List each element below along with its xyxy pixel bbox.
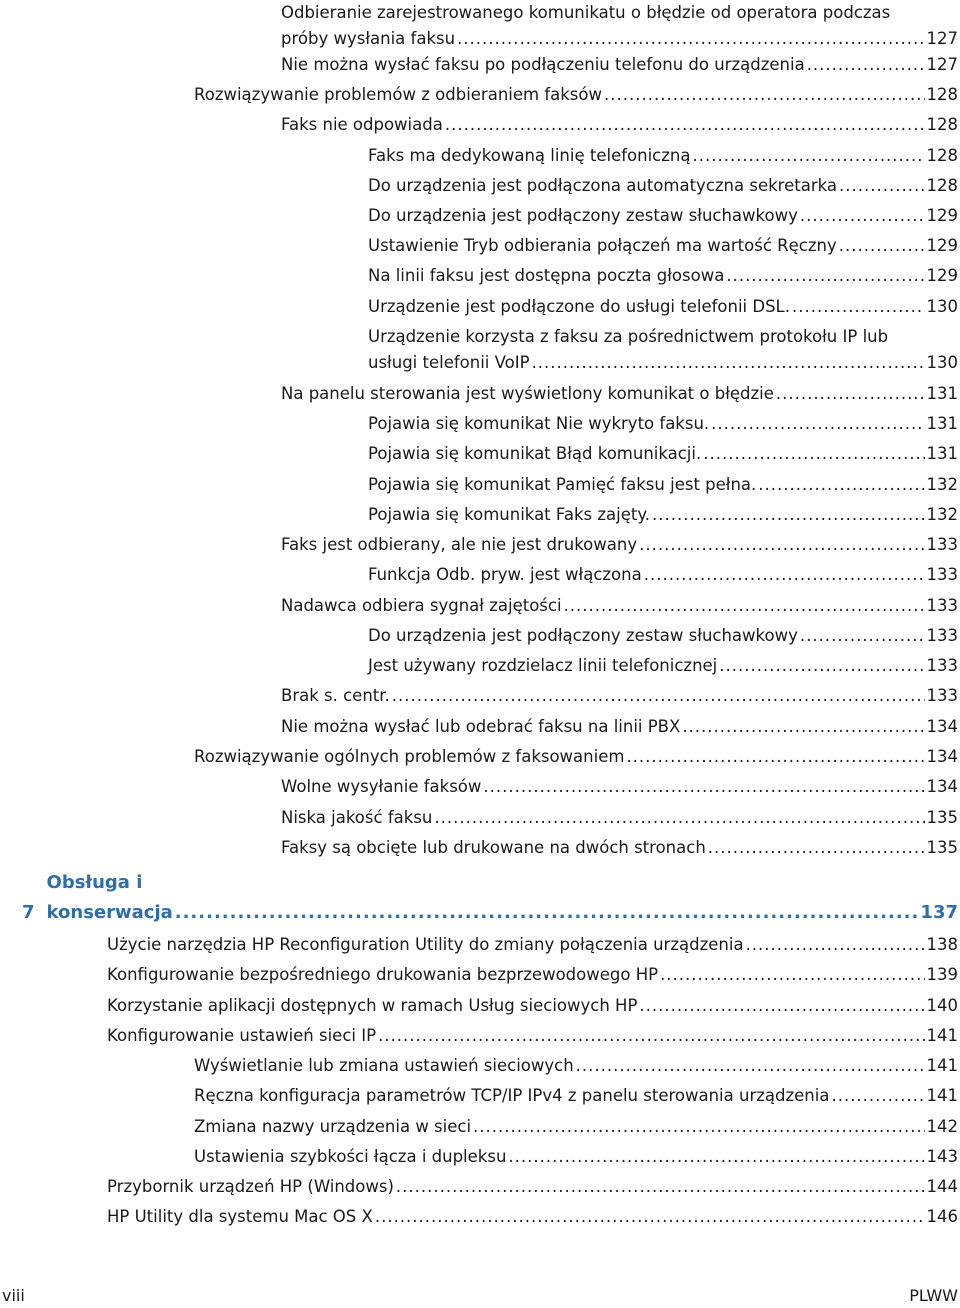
toc-entry-page: 134 (926, 777, 958, 796)
toc-entry[interactable] (368, 261, 958, 291)
toc-entry[interactable] (368, 500, 958, 530)
toc-entry-title: Przybornik urządzeń HP (Windows) (107, 1177, 394, 1196)
toc-entry-title-line1: Urządzenie korzysta z faksu za pośrednictwem protokołu IP lub (368, 327, 889, 346)
leader-dots (682, 712, 924, 742)
toc-entry-page: 128 (926, 115, 958, 134)
toc-entry-title: Na panelu sterowania jest wyświetlony komunikat o błędzie (281, 384, 774, 403)
toc-entry[interactable] (368, 621, 958, 651)
toc-entry-page: 138 (926, 935, 958, 954)
toc-entry-page: 135 (926, 838, 958, 857)
toc-entry-page: 127 (926, 55, 958, 74)
toc-entry-page: 128 (926, 146, 958, 165)
chapter-page: 137 (920, 902, 958, 923)
toc-entry[interactable] (281, 772, 958, 802)
toc-entry[interactable] (194, 1112, 958, 1142)
toc-entry-title: Nie można wysłać lub odebrać faksu na linii PBX (281, 717, 681, 736)
leader-dots (457, 26, 924, 52)
leader-dots (719, 651, 924, 681)
toc-entry-page: 131 (926, 384, 958, 403)
leader-dots (792, 292, 925, 322)
toc-entry-title: Faksy są obcięte lub drukowane na dwóch stronach (281, 838, 706, 857)
toc-entry-title: Konfigurowanie bezpośredniego drukowania bezprzewodowego HP (107, 965, 659, 984)
toc-entry-title: Rozwiązywanie ogólnych problemów z faksowaniem (194, 747, 625, 766)
toc-entry[interactable] (107, 1021, 958, 1051)
toc-entry-page: 132 (926, 505, 958, 524)
toc-entry-page: 132 (926, 475, 958, 494)
toc-entry[interactable] (368, 324, 958, 380)
toc-entry-page: 141 (926, 1056, 958, 1075)
toc-entry-title: Nie można wysłać faksu po podłączeniu telefonu do urządzenia (281, 55, 805, 74)
toc-entry-title: Rozwiązywanie problemów z odbieraniem faksów (194, 85, 602, 104)
leader-dots (652, 500, 924, 530)
toc-entry-page: 130 (926, 297, 958, 316)
leader-dots (800, 621, 925, 651)
toc-entry[interactable] (281, 110, 958, 140)
toc-entry-title: Faks nie odpowiada (281, 115, 443, 134)
toc-entry[interactable] (281, 379, 958, 409)
leader-dots (639, 530, 924, 560)
toc-entry-title: Funkcja Odb. pryw. jest włączona (368, 565, 642, 584)
leader-dots (776, 379, 925, 409)
toc-entry-page: 140 (926, 996, 958, 1015)
leader-dots (445, 110, 925, 140)
leader-dots (396, 1172, 925, 1202)
toc-entry[interactable] (194, 1051, 958, 1081)
leader-dots (807, 50, 925, 80)
toc-entry-page: 133 (926, 686, 958, 705)
leader-dots (711, 409, 924, 439)
toc-entry[interactable] (368, 439, 958, 469)
toc-entry-page: 143 (926, 1147, 958, 1166)
chapter-title: Obsługa i konserwacja (46, 872, 173, 923)
toc-entry-page: 128 (926, 85, 958, 104)
toc-entry-title-line2: próby wysłania faksu (281, 29, 456, 48)
toc-entry[interactable] (107, 960, 958, 990)
leader-dots (831, 1081, 924, 1111)
toc-entry-page: 133 (926, 656, 958, 675)
toc-entry-page: 141 (926, 1026, 958, 1045)
leader-dots (508, 1142, 924, 1172)
toc-entry[interactable] (368, 651, 958, 681)
toc-entry-page: 134 (926, 747, 958, 766)
toc-entry-title: Konfigurowanie ustawień sieci IP (107, 1026, 377, 1045)
toc-entry[interactable] (107, 1202, 958, 1232)
toc-entry-page: 130 (926, 353, 958, 372)
toc-entry-title: Ustawienia szybkości łącza i dupleksu (194, 1147, 507, 1166)
toc-entry-page: 144 (926, 1177, 958, 1196)
toc-entry[interactable] (281, 0, 958, 56)
toc-entry-title: Na linii faksu jest dostępna poczta głosowa (368, 266, 725, 285)
toc-entry-title: Faks ma dedykowaną linię telefoniczną (368, 146, 691, 165)
toc-entry[interactable] (281, 712, 958, 742)
leader-dots (576, 1051, 925, 1081)
toc-entry[interactable] (368, 470, 958, 500)
leader-dots (839, 231, 925, 261)
toc-entry-title: Urządzenie jest podłączone do usługi telefonii DSL. (368, 297, 790, 316)
leader-dots (473, 1112, 924, 1142)
toc-entry-page: 141 (926, 1086, 958, 1105)
toc-entry-title: Pojawia się komunikat Faks zajęty. (368, 505, 651, 524)
leader-dots (434, 803, 924, 833)
toc-entry[interactable] (107, 1172, 958, 1202)
leader-dots (800, 201, 925, 231)
leader-dots (483, 772, 924, 802)
leader-dots (703, 439, 924, 469)
toc-entry[interactable] (368, 141, 958, 171)
chapter-number: 7 (22, 902, 35, 923)
leader-dots (175, 898, 919, 928)
toc-entry[interactable] (107, 991, 958, 1021)
toc-entry-title-line2: usługi telefonii VoIP (368, 353, 530, 372)
leader-dots (660, 960, 924, 990)
toc-entry[interactable] (281, 833, 958, 863)
toc-entry[interactable] (368, 201, 958, 231)
toc-entry-title: Brak s. centr. (281, 686, 390, 705)
toc-entry[interactable] (368, 171, 958, 201)
toc-entry[interactable] (281, 681, 958, 711)
toc-entry-page: 139 (926, 965, 958, 984)
leader-dots (604, 80, 925, 110)
toc-entry-title: Pojawia się komunikat Nie wykryto faksu. (368, 414, 710, 433)
toc-entry[interactable] (368, 560, 958, 590)
toc-entry-page: 129 (926, 266, 958, 285)
toc-entry-page: 133 (926, 626, 958, 645)
toc-entry[interactable] (281, 803, 958, 833)
leader-dots (726, 261, 924, 291)
toc-entry-page: 128 (926, 176, 958, 195)
leader-dots (708, 833, 925, 863)
toc-entry[interactable] (194, 80, 958, 110)
toc-entry-title: Do urządzenia jest podłączony zestaw słuchawkowy (368, 206, 798, 225)
leader-dots (564, 591, 925, 621)
toc-entry-page: 129 (926, 236, 958, 255)
leader-dots (746, 930, 925, 960)
toc-entry[interactable] (194, 742, 958, 772)
toc-entry-title-line1: Odbieranie zarejestrowanego komunikatu o błędzie od operatora podczas (281, 3, 891, 22)
leader-dots (392, 681, 925, 711)
toc-entry-title: Ręczna konfiguracja parametrów TCP/IP IPv4 z panelu sterowania urządzenia (194, 1086, 830, 1105)
toc-entry-page: 133 (926, 535, 958, 554)
leader-dots (758, 470, 924, 500)
toc-entry[interactable] (281, 530, 958, 560)
toc-entry-page: 133 (926, 596, 958, 615)
toc-entry-page: 127 (926, 29, 958, 48)
toc-entry-title: Nadawca odbiera sygnał zajętości (281, 596, 562, 615)
toc-entry[interactable] (368, 231, 958, 261)
toc-entry-page: 142 (926, 1117, 958, 1136)
toc-entry-title: Faks jest odbierany, ale nie jest drukowany (281, 535, 638, 554)
leader-dots (626, 742, 924, 772)
leader-dots (532, 350, 925, 376)
leader-dots (639, 991, 924, 1021)
leader-dots (375, 1202, 925, 1232)
toc-entry[interactable] (281, 50, 958, 80)
toc-entry-title: Pojawia się komunikat Błąd komunikacji. (368, 444, 702, 463)
toc-entry-page: 135 (926, 808, 958, 827)
toc-entry[interactable] (107, 930, 958, 960)
toc-entry-title: Wolne wysyłanie faksów (281, 777, 482, 796)
toc-entry[interactable] (368, 409, 958, 439)
toc-entry-page: 131 (926, 414, 958, 433)
toc-entry-page: 134 (926, 717, 958, 736)
toc-entry-title: Pojawia się komunikat Pamięć faksu jest pełna. (368, 475, 757, 494)
footer-page-number: viii (2, 1286, 25, 1305)
toc-entry-title: Do urządzenia jest podłączony zestaw słuchawkowy (368, 626, 798, 645)
toc-entry-title: Niska jakość faksu (281, 808, 433, 827)
leader-dots (692, 141, 924, 171)
toc-entry-title: Użycie narzędzia HP Reconfiguration Utility do zmiany połączenia urządzenia (107, 935, 744, 954)
toc-entry[interactable] (281, 591, 958, 621)
toc-entry-page: 129 (926, 206, 958, 225)
toc-entry-page: 133 (926, 565, 958, 584)
toc-entry-title: Zmiana nazwy urządzenia w sieci (194, 1117, 472, 1136)
toc-entry-title: Ustawienie Tryb odbierania połączeń ma wartość Ręczny (368, 236, 837, 255)
toc-entry[interactable] (368, 292, 958, 322)
toc-entry[interactable] (194, 1142, 958, 1172)
chapter-heading[interactable] (22, 872, 958, 928)
leader-dots (378, 1021, 924, 1051)
toc-entry-page: 131 (926, 444, 958, 463)
toc-entry-title: Do urządzenia jest podłączona automatyczna sekretarka (368, 176, 837, 195)
toc-entry-page: 146 (926, 1207, 958, 1226)
leader-dots (644, 560, 925, 590)
toc-entry[interactable] (194, 1081, 958, 1111)
footer-locale-code: PLWW (909, 1286, 958, 1305)
toc-entry-title: Korzystanie aplikacji dostępnych w ramach Usług sieciowych HP (107, 996, 638, 1015)
leader-dots (839, 171, 925, 201)
toc-entry-title: HP Utility dla systemu Mac OS X (107, 1207, 373, 1226)
toc-entry-title: Wyświetlanie lub zmiana ustawień sieciowych (194, 1056, 574, 1075)
toc-entry-title: Jest używany rozdzielacz linii telefonicznej (368, 656, 718, 675)
